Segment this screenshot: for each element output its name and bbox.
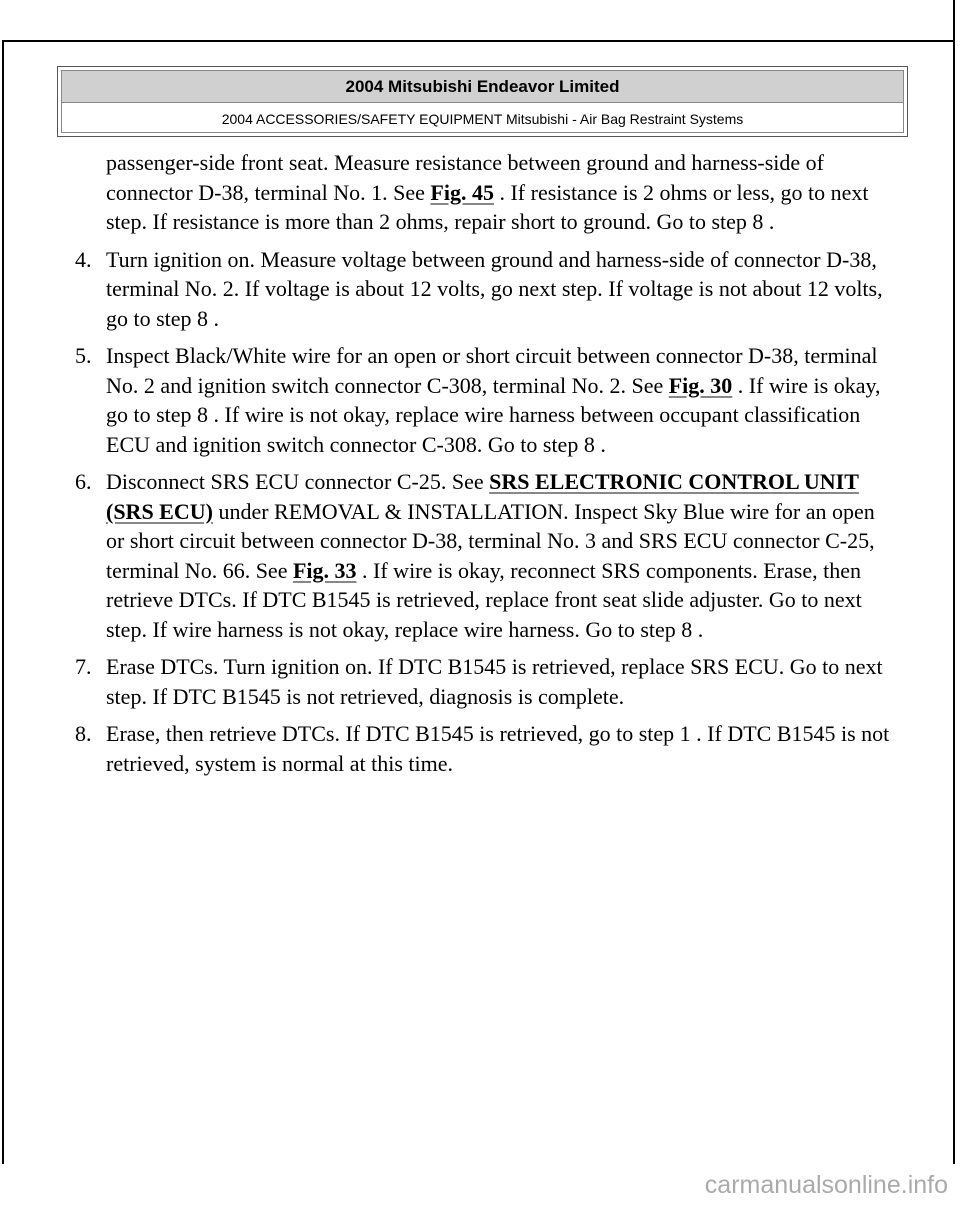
step-number: 7. <box>75 654 92 679</box>
step-number: 8. <box>75 721 92 746</box>
header-subtitle: 2004 ACCESSORIES/SAFETY EQUIPMENT Mitsubishi - Air Bag Restraint Systems <box>221 111 744 127</box>
page-border-top <box>2 40 955 42</box>
step-text: Erase DTCs. Turn ignition on. If DTC B1545 is retrieved, replace SRS ECU. Go to next step. If DTC B1545 is not retrieved, diagnosis is complete. <box>106 654 883 709</box>
fig-30-link[interactable]: Fig. 30 <box>668 372 733 398</box>
intro-text-2: . If resistance is 2 ohms or less, go to next step. If resistance is more than 2 ohms, repair short to ground. Go to step 8 . <box>106 179 869 234</box>
intro-paragraph <box>106 148 896 237</box>
step-text-2: . If wire is okay, go to step 8 . If wire is not okay, replace wire harness between occupant classification ECU and ignition switch connector C-308. Go to step 8 . <box>106 372 881 457</box>
step-5 <box>75 341 896 459</box>
step-6 <box>75 467 896 644</box>
page-border-right <box>953 0 955 1164</box>
fig-33-link[interactable]: Fig. 33 <box>292 557 357 583</box>
step-number: 5. <box>75 343 92 368</box>
step-4 <box>75 245 896 334</box>
step-text-1: Disconnect SRS ECU connector C-25. See <box>106 469 490 494</box>
step-number: 4. <box>75 246 92 272</box>
step-text: Turn ignition on. Measure voltage between ground and harness-side of connector D-38, terminal No. 2. If voltage is about 12 volts, go next step. If voltage is not about 12 volts, go to step 8 . <box>106 246 883 331</box>
intro-text-1: passenger-side front seat. Measure resistance between ground and harness-side of connector D-38, terminal No. 1. See <box>106 150 824 205</box>
page-border-left <box>2 42 4 1164</box>
step-8 <box>75 719 896 778</box>
step-text: Erase, then retrieve DTCs. If DTC B1545 is retrieved, go to step 1 . If DTC B1545 is not retrieved, system is normal at this time. <box>106 721 890 776</box>
fig-45-link[interactable]: Fig. 45 <box>430 179 494 205</box>
step-text-2: under REMOVAL & INSTALLATION. Inspect Sky Blue wire for an open or short circuit between connector D-38, terminal No. 3 and SRS ECU connector C-25, terminal No. 66. See <box>106 498 875 583</box>
srs-ecu-link[interactable]: SRS ELECTRONIC CONTROL UNIT (SRS ECU) <box>106 469 859 524</box>
watermark-text: carmanualsonline.info <box>704 1171 948 1199</box>
document-header <box>57 66 908 137</box>
procedure-content <box>75 148 896 786</box>
step-text-3: . If wire is okay, reconnect SRS components. Erase, then retrieve DTCs. If DTC B1545 is retrieved, replace front seat slide adjuster. Go to next step. If wire harness is not okay, replace wire harness. Go to step 8 . <box>106 557 862 642</box>
header-inner-frame <box>61 70 904 133</box>
header-title: 2004 Mitsubishi Endeavor Limited <box>62 71 903 102</box>
step-7 <box>75 652 896 711</box>
step-number: 6. <box>75 469 92 494</box>
step-text-1: Inspect Black/White wire for an open or short circuit between connector D-38, terminal No. 2 and ignition switch connector C-308, terminal No. 2. See <box>106 343 878 398</box>
